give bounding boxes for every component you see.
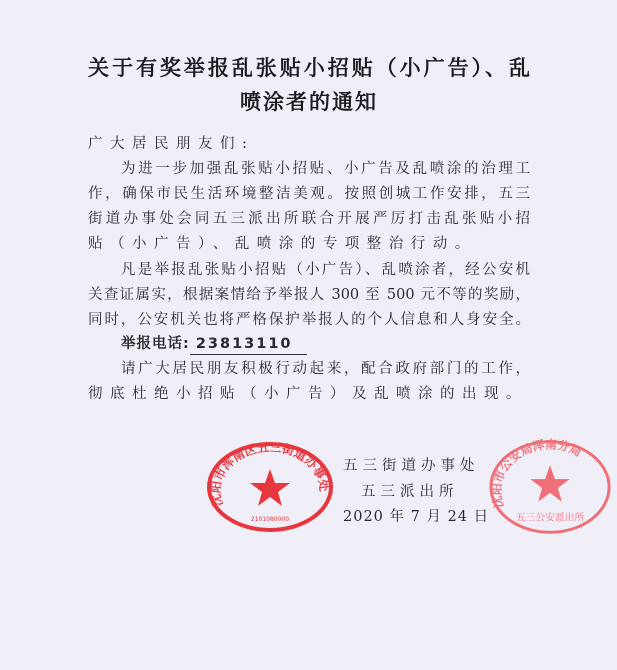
paragraph-2-line: 凡是举报乱张贴小招贴（小广告）、乱喷涂者，经公安机 [121,262,530,278]
police-station-seal [486,437,614,541]
seal-text: 沈阳市浑南区五三街道办事处 [208,441,332,508]
salutation: 广大居民朋友们: [88,136,255,152]
report-phone-label: 举报电话: [121,336,190,352]
paragraph-1-line: 街道办事处会同五三派出所联合开展严厉打击乱张贴小招 [88,211,530,227]
paragraph-1-line: 作，确保市民生活环境整洁美观。按照创城工作安排，五三 [88,186,530,202]
signature-street-office: 五三街道办事处 [343,458,480,474]
paragraph-3-line: 彻底杜绝小招贴（小广告）及乱喷涂的出现。 [88,386,528,402]
report-phone-number: 23813110 [190,334,307,355]
svg-text:沈阳市公安局浑南分局 [489,438,584,511]
paragraph-2-line: 关查证属实，根据案情给予举报人 300 至 500 元不等的奖励， [88,287,530,303]
signature-police-station: 五三派出所 [361,484,459,500]
report-phone [121,334,307,355]
seal-text: 沈阳市公安局浑南分局 [489,437,584,510]
street-office-seal [205,441,335,537]
seal-sub-text: 五三公安派出所 [515,512,585,524]
seal-code: 2101080000 [250,516,290,523]
star-icon [250,469,290,506]
paragraph-3-line: 请广大居民朋友积极行动起来，配合政府部门的工作， [121,361,530,377]
star-icon [530,465,569,501]
signature-date: 2020 年 7 月 24 日 [343,509,490,525]
paragraph-1-line: 贴（小广告）、乱喷涂的专项整治行动。 [88,236,477,252]
notice-title-line-1: 关于有奖举报乱张贴小招贴（小广告）、乱 [88,56,530,80]
paragraph-1-line: 为进一步加强乱张贴小招贴、小广告及乱喷涂的治理工 [121,161,530,177]
notice-title-line-2: 喷涂者的通知 [240,90,378,114]
paragraph-2-line: 同时，公安机关也将严格保护举报人的个人信息和人身安全。 [88,312,530,328]
